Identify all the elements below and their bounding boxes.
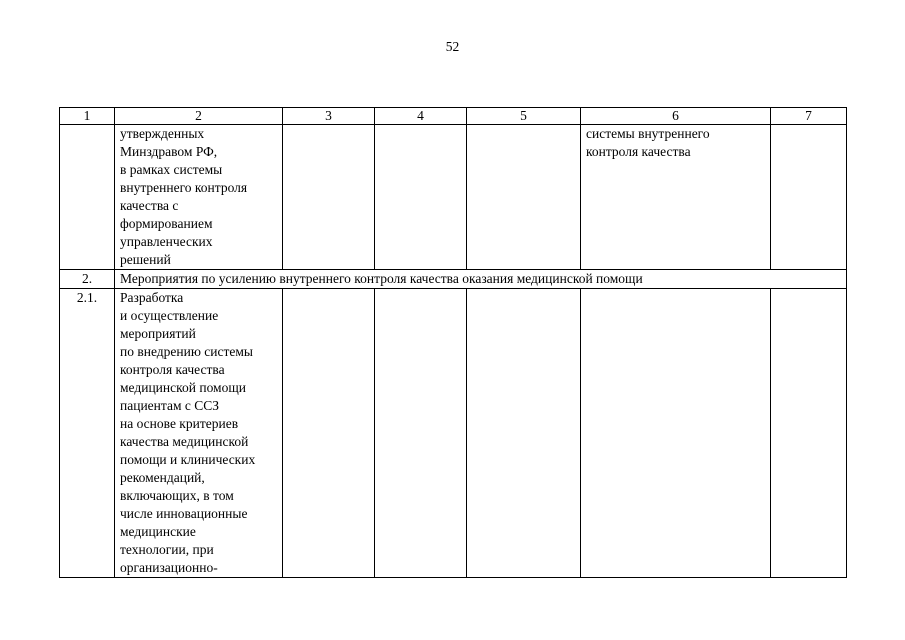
table-cell	[467, 125, 581, 270]
item-number: 2.1.	[60, 289, 115, 578]
table-cell	[283, 289, 375, 578]
table-row	[60, 125, 847, 270]
cell-text-line: по внедрению системы	[120, 344, 253, 359]
cell-text-line: внутреннего контроля	[120, 180, 248, 195]
cell-text-line: пациентам с ССЗ	[120, 398, 219, 413]
column-header-2: 2	[115, 108, 283, 125]
section-title: Мероприятия по усилению внутреннего контроля качества оказания медицинской помощи	[115, 270, 847, 289]
table-cell	[375, 125, 467, 270]
table-row	[60, 289, 847, 578]
action-plan-table	[59, 107, 847, 578]
table-cell	[60, 125, 115, 270]
cell-text-line: контроля качества	[120, 362, 225, 377]
cell-text-line: формированием	[120, 216, 213, 231]
cell-text-line: решений	[120, 252, 171, 267]
cell-text-line: мероприятий	[120, 326, 196, 341]
measure-description-cell	[115, 289, 283, 578]
section-number: 2.	[60, 270, 115, 289]
result-cell	[581, 125, 771, 270]
cell-text-line: Минздравом РФ,	[120, 144, 218, 159]
column-header-3: 3	[283, 108, 375, 125]
column-header-4: 4	[375, 108, 467, 125]
cell-text-line: системы внутреннего	[586, 126, 710, 141]
cell-text-line: числе инновационные	[120, 506, 248, 521]
cell-text-line: контроля качества	[586, 144, 691, 159]
cell-text-line: помощи и клинических	[120, 452, 256, 467]
cell-text-line: включающих, в том	[120, 488, 234, 503]
column-header-1: 1	[60, 108, 115, 125]
cell-text-line: и осуществление	[120, 308, 219, 323]
cell-text-line: управленческих	[120, 234, 213, 249]
cell-text-line: утвержденных	[120, 126, 205, 141]
cell-text-line: медицинские	[120, 524, 196, 539]
cell-text-line: Разработка	[120, 290, 184, 305]
table-cell	[771, 289, 847, 578]
cell-text-line: рекомендаций,	[120, 470, 205, 485]
column-number-row	[60, 108, 847, 125]
cell-text-line: качества с	[120, 198, 179, 213]
cell-text-line: в рамках системы	[120, 162, 223, 177]
cell-text-line: организационно-	[120, 560, 218, 575]
measure-description-cell	[115, 125, 283, 270]
section-row	[60, 270, 847, 289]
cell-text-line: качества медицинской	[120, 434, 249, 449]
table-cell	[771, 125, 847, 270]
page-number: 52	[445, 39, 460, 54]
table-cell	[375, 289, 467, 578]
cell-text-line: медицинской помощи	[120, 380, 246, 395]
table-cell	[581, 289, 771, 578]
column-header-7: 7	[771, 108, 847, 125]
table-cell	[467, 289, 581, 578]
column-header-6: 6	[581, 108, 771, 125]
cell-text-line: технологии, при	[120, 542, 214, 557]
cell-text-line: на основе критериев	[120, 416, 239, 431]
column-header-5: 5	[467, 108, 581, 125]
table-cell	[283, 125, 375, 270]
